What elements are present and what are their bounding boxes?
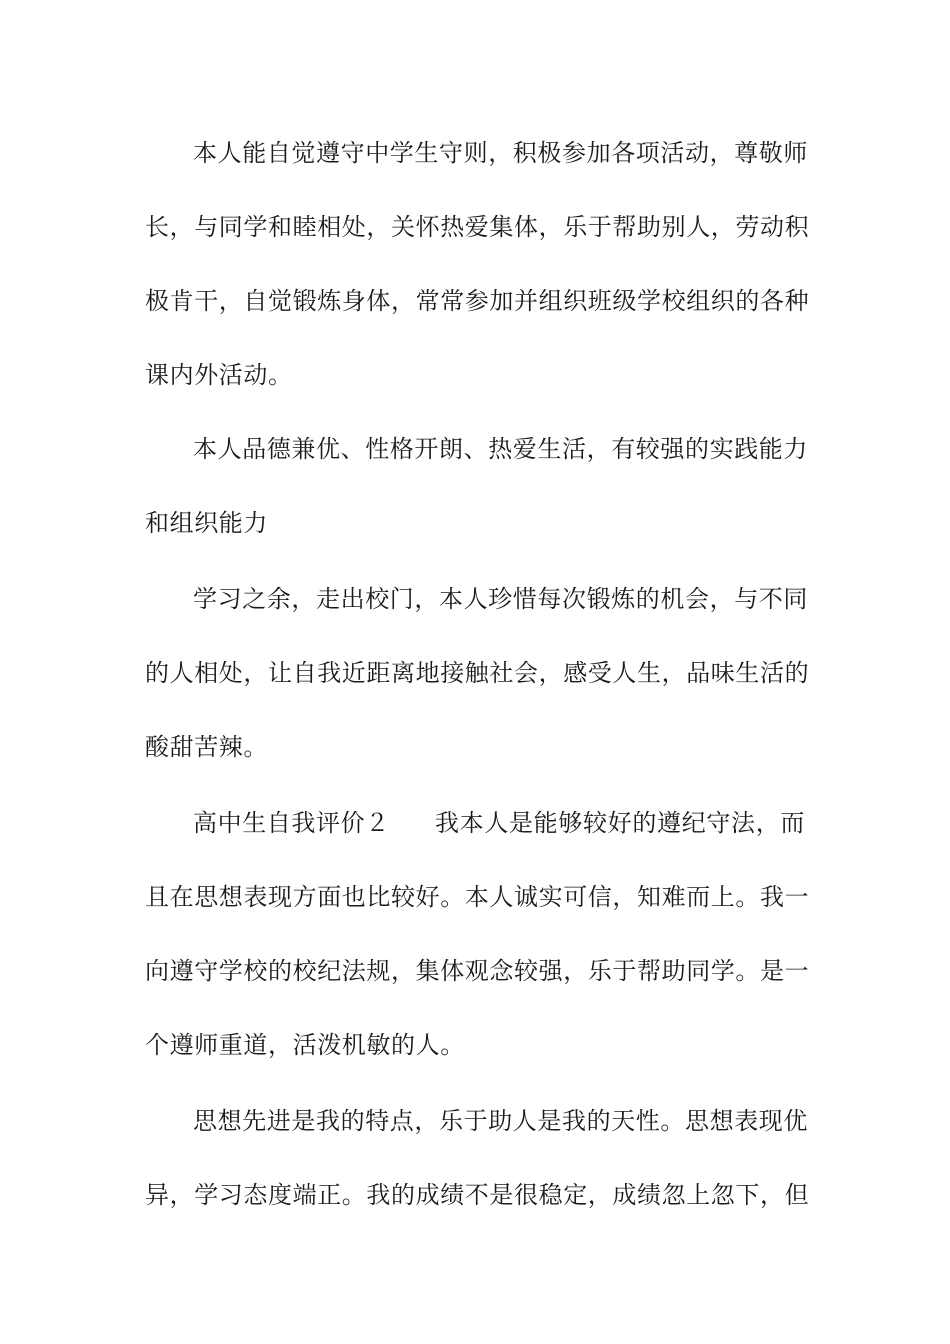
section-heading: 高中生自我评价２ — [193, 809, 390, 837]
paragraph-1-line-1: 本人能自觉遵守中学生守则，积极参加各项活动，尊敬师 — [193, 139, 808, 167]
paragraph-4-line-3: 向遵守学校的校纪法规，集体观念较强，乐于帮助同学。是一 — [145, 957, 810, 985]
paragraph-3-line-1: 学习之余，走出校门，本人珍惜每次锻炼的机会，与不同 — [193, 585, 808, 613]
paragraph-5-line-2: 异，学习态度端正。我的成绩不是很稳定，成绩忽上忽下，但 — [145, 1181, 810, 1209]
paragraph-1-line-4: 课内外活动。 — [145, 361, 293, 389]
paragraph-2-line-2: 和组织能力 — [145, 509, 268, 537]
paragraph-1-line-2: 长，与同学和睦相处，关怀热爱集体，乐于帮助别人，劳动积 — [145, 213, 810, 241]
paragraph-3-line-3: 酸甜苦辣。 — [145, 733, 268, 761]
paragraph-3-line-2: 的人相处，让自我近距离地接触社会，感受人生，品味生活的 — [145, 659, 810, 687]
paragraph-5-line-1: 思想先进是我的特点，乐于助人是我的天性。思想表现优 — [193, 1107, 808, 1135]
paragraph-4-line-4: 个遵师重道，活泼机敏的人。 — [145, 1031, 465, 1059]
paragraph-4-line-2: 且在思想表现方面也比较好。本人诚实可信，知难而上。我一 — [145, 883, 810, 911]
paragraph-1-line-3: 极肯干，自觉锻炼身体，常常参加并组织班级学校组织的各种 — [145, 287, 810, 315]
paragraph-2-line-1: 本人品德兼优、性格开朗、热爱生活，有较强的实践能力 — [193, 435, 808, 463]
paragraph-4-line-1 — [193, 808, 805, 838]
paragraph-4-line-1-text: 我本人是能够较好的遵纪守法，而 — [435, 809, 805, 837]
